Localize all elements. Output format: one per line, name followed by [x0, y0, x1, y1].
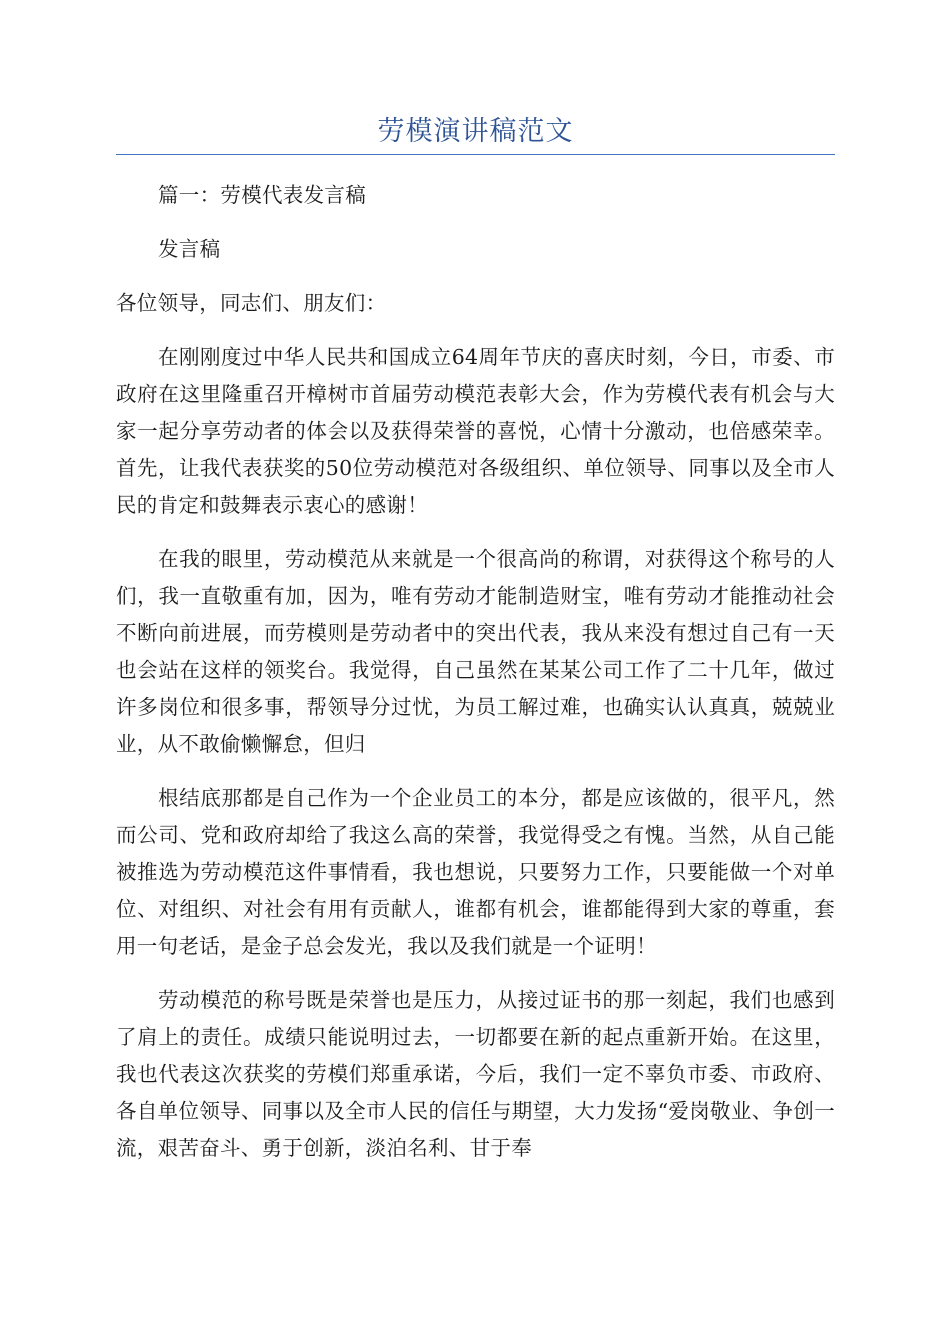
body-paragraph-3: 根结底那都是自己作为一个企业员工的本分，都是应该做的，很平凡，然而公司、党和政府却给了我这么高的荣誉，我觉得受之有愧。当然，从自己能被推选为劳动模范这件事情看，我也想说，只要努力工作，只要能做一个对单位、对组织、对社会有用有贡献人，谁都有机会，谁都能得到大家的尊重，套用一句老话，是金子总会发光，我以及我们就是一个证明！: [116, 786, 835, 958]
body-paragraph-4: 劳动模范的称号既是荣誉也是压力，从接过证书的那一刻起，我们也感到了肩上的责任。成绩只能说明过去，一切都要在新的起点重新开始。在这里，我也代表这次获奖的劳模们郑重承诺，今后，我们一定不辜负市委、市政府、各自单位领导、同事以及全市人民的信任与期望，大力发扬“爱岗敬业、争创一流，艰苦奋斗、勇于创新，淡泊名利、甘于奉: [116, 988, 835, 1160]
section-heading: 篇一：劳模代表发言稿: [158, 183, 366, 207]
body-paragraph-2: 在我的眼里，劳动模范从来就是一个很高尚的称谓，对获得这个称号的人们，我一直敬重有加，因为，唯有劳动才能制造财宝，唯有劳动才能推动社会不断向前进展，而劳模则是劳动者中的突出代表，我从来没有想过自己有一天也会站在这样的领奖台。我觉得，自己虽然在某某公司工作了二十几年，做过许多岗位和很多事，帮领导分过忧，为员工解过难，也确实认认真真，兢兢业业，从不敢偷懒懈怠，但归: [116, 547, 835, 756]
speech-label: 发言稿: [158, 237, 221, 261]
body-paragraph-1: 在刚刚度过中华人民共和国成立64周年节庆的喜庆时刻，今日，市委、市政府在这里隆重召开樟树市首届劳动模范表彰大会，作为劳模代表有机会与大家一起分享劳动者的体会以及获得荣誉的喜悦，心情十分激动，也倍感荣幸。首先，让我代表获奖的50位劳动模范对各级组织、单位领导、同事以及全市人民的肯定和鼓舞表示衷心的感谢！: [116, 345, 835, 517]
salutation: 各位领导，同志们、朋友们：: [116, 291, 387, 315]
title-underline: [116, 154, 835, 155]
document-title: 劳模演讲稿范文: [377, 116, 574, 147]
document-page: [116, 112, 835, 1167]
